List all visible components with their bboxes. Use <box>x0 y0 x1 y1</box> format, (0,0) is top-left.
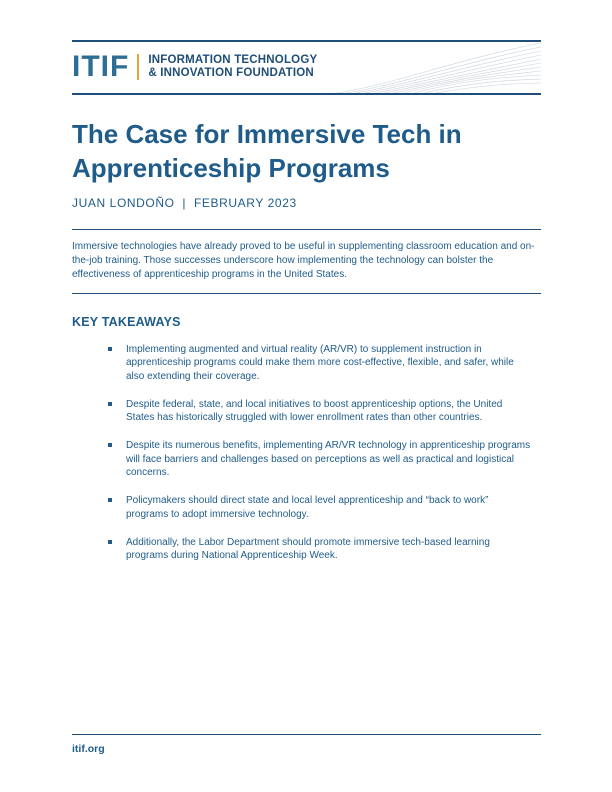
bullet-icon <box>108 347 112 351</box>
bullet-icon <box>108 443 112 447</box>
summary-bottom-rule <box>72 293 541 294</box>
takeaway-item <box>108 494 533 521</box>
takeaway-text: Despite federal, state, and local initiatives to boost apprenticeship options, the United States has historically struggled with lower enrollment rates than other countries. <box>126 398 503 424</box>
org-name-line2: & INNOVATION FOUNDATION <box>148 67 314 79</box>
footer-rule <box>72 734 541 735</box>
takeaway-text: Despite its numerous benefits, implementing AR/VR technology in apprenticeship programs will face barriers and challenges based on perceptions as well as practical and logistical concerns. <box>126 440 531 479</box>
bullet-icon <box>108 540 112 544</box>
header-wave-graphic <box>330 41 541 94</box>
logo-mark: ITIF <box>72 50 130 83</box>
org-name <box>148 54 317 80</box>
takeaway-item <box>108 343 533 383</box>
key-takeaways-list <box>108 343 533 563</box>
report-title: The Case for Immersive Tech in Apprenticeship Programs <box>72 119 462 183</box>
report-byline: JUAN LONDOÑO | FEBRUARY 2023 <box>72 196 297 210</box>
takeaway-text: Additionally, the Labor Department should promote immersive tech-based learning programs during National Apprenticeship Week. <box>126 536 490 562</box>
org-name-line1: INFORMATION TECHNOLOGY <box>148 54 318 66</box>
logo-divider <box>137 54 139 80</box>
footer-website-link[interactable]: itif.org <box>72 743 105 755</box>
itif-logo <box>72 52 317 82</box>
bullet-icon <box>108 498 112 502</box>
report-summary: Immersive technologies have already proved to be useful in supplementing classroom education and on-the-job training. Those successes underscore how implementing the technology can bolster the effectiveness of apprenticeship programs in the United States. <box>72 241 535 280</box>
takeaway-text: Policymakers should direct state and local level apprenticeship and “back to work” programs to adopt immersive technology. <box>126 495 489 520</box>
takeaway-text: Implementing augmented and virtual reality (AR/VR) to supplement instruction in apprenticeship programs could make them more cost-effective, flexible, and safer, while also extending their coverage. <box>126 344 514 382</box>
takeaway-item <box>108 398 533 425</box>
takeaway-item <box>108 439 533 479</box>
summary-top-rule <box>72 229 541 230</box>
key-takeaways-heading: KEY TAKEAWAYS <box>72 315 181 329</box>
bullet-icon <box>108 402 112 406</box>
header-bottom-rule <box>72 93 541 95</box>
takeaway-item <box>108 536 533 563</box>
